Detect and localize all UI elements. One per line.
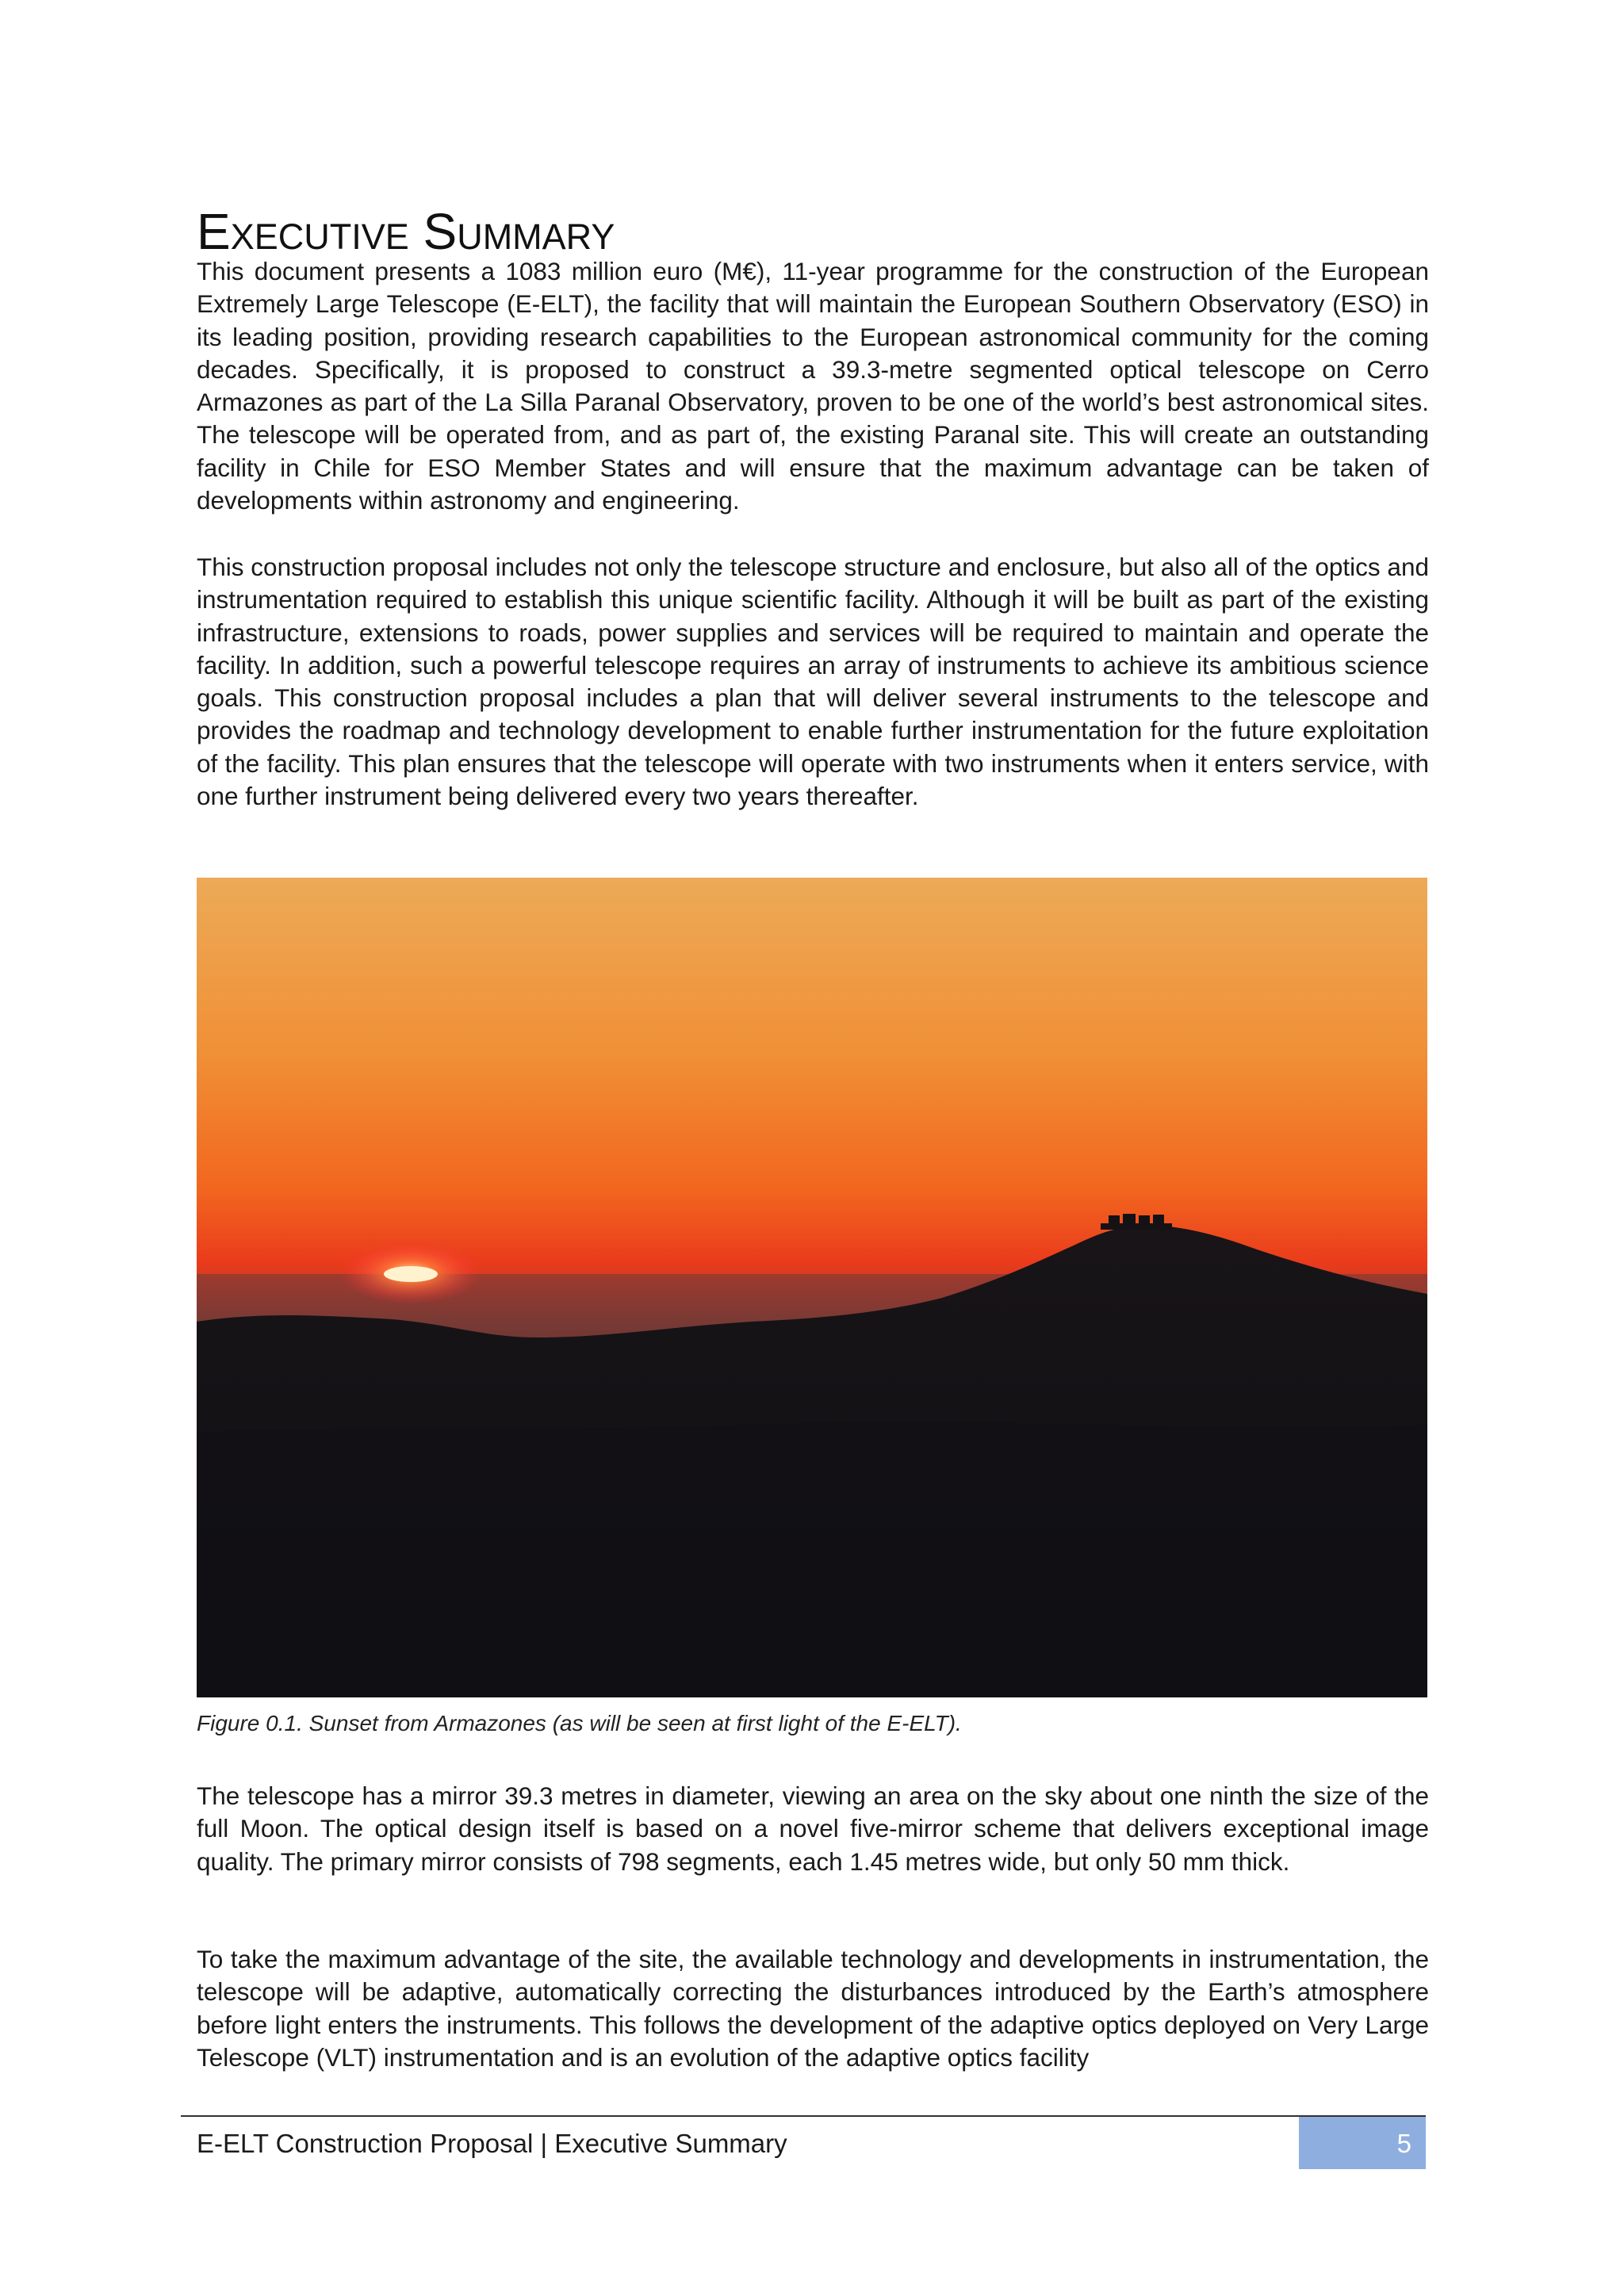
page-number: 5: [1396, 2129, 1411, 2158]
page-number-badge: [1299, 2117, 1426, 2169]
body-paragraph-1: This document presents a 1083 million euro (M€), 11-year programme for the construction of the European Extremely Large Telescope (E-ELT), the facility that will maintain the European Southern Observatory (ESO) in its leading position, providing research capabilities to the European astronomical community for the coming decades. Specifically, it is proposed to construct a 39.3-metre segmented optical telescope on Cerro Armazones as part of the La Silla Paranal Observatory, proven to be one of the world’s best astronomical sites. The telescope will be operated from, and as part of, the existing Paranal site. This will create an outstanding facility in Chile for ESO Member States and will ensure that the maximum advantage can be taken of developments within astronomy and engineering.: [197, 257, 1429, 515]
page-title: Executive Summary: [197, 203, 615, 260]
figure-caption: Figure 0.1. Sunset from Armazones (as will be seen at first light of the E-ELT).: [197, 1711, 962, 1735]
body-paragraph-3: The telescope has a mirror 39.3 metres in diameter, viewing an area on the sky about one ninth the size of the full Moon. The optical design itself is based on a novel five-mirror scheme that delivers exceptional image quality. The primary mirror consists of 798 segments, each 1.45 metres wide, but only 50 mm thick.: [197, 1781, 1429, 1876]
sunset-photo: [197, 878, 1427, 1697]
body-paragraph-2: This construction proposal includes not only the telescope structure and enclosure, but also all of the optics and instrumentation required to establish this unique scientific facility. Although it will be built as part of the existing infrastructure, extensions to roads, power supplies and services will be required to maintain and operate the facility. In addition, such a powerful telescope requires an array of instruments to achieve its ambitious science goals. This construction proposal includes a plan that will deliver several instruments to the telescope and provides the roadmap and technology development to enable further instrumentation for the future exploitation of the facility. This plan ensures that the telescope will operate with two instruments when it enters service, with one further instrument being delivered every two years thereafter.: [197, 553, 1429, 811]
body-paragraph-4: To take the maximum advantage of the site, the available technology and developments in instrumentation, the telescope will be adaptive, automatically correcting the disturbances introduced by the Earth’s atmosphere before light enters the instruments. This follows the development of the adaptive optics deployed on Very Large Telescope (VLT) instrumentation and is an evolution of the adaptive optics facility: [197, 1945, 1429, 2072]
footer-title: E-ELT Construction Proposal | Executive Summary: [197, 2129, 787, 2158]
footer-divider: [181, 2115, 1426, 2117]
